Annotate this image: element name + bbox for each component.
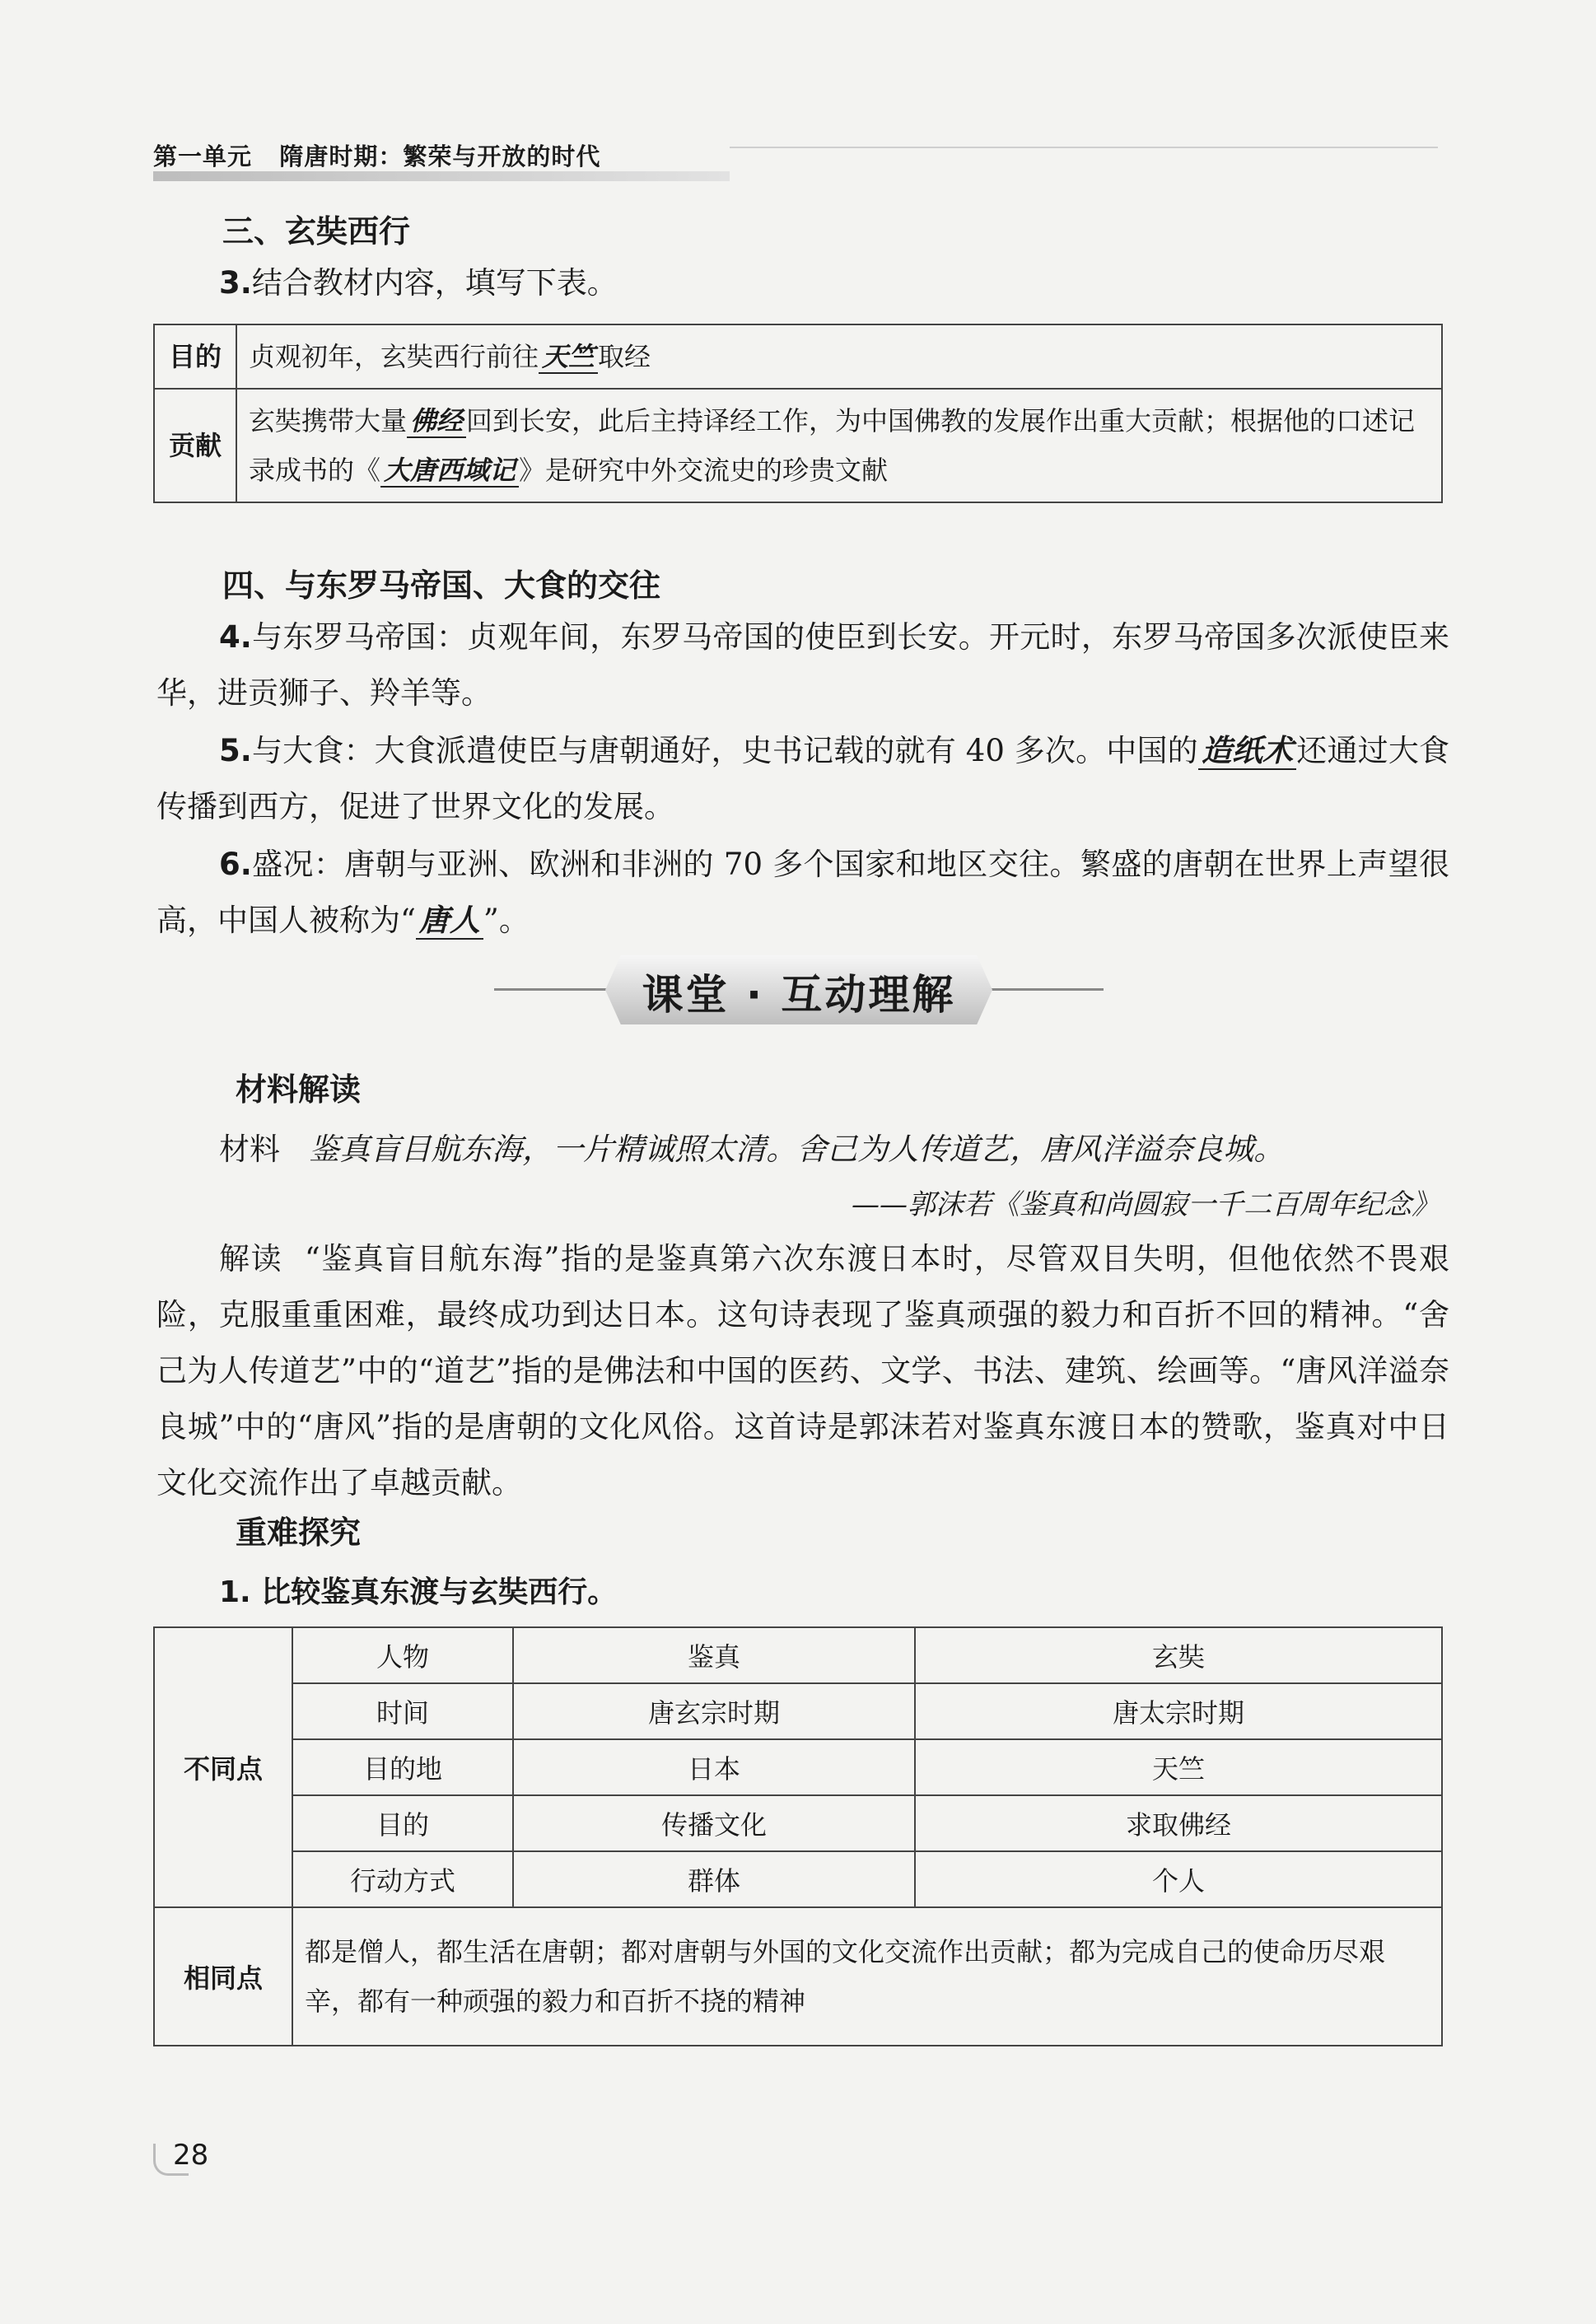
table-row	[154, 1907, 1442, 2046]
interpretation-text: “鉴真盲目航东海”指的是鉴真第六次东渡日本时，尽管双目失明，但他依然不畏艰险，克服重重困难，最终成功到达日本。这句诗表现了鉴真顽强的毅力和百折不回的精神。“舍己为人传道艺”中的“道艺”指的是佛法和中国的医药、文学、书法、建筑、绘画等。“唐风洋溢奈良城”中的“唐风”指的是唐朝的文化风俗。这首诗是郭沫若对鉴真东渡日本的赞歌，鉴真对中日文化交流作出了卓越贡献。	[156, 1241, 1449, 1500]
answer-blank[interactable]: 造纸术	[1198, 733, 1297, 770]
row-label-purpose: 目的	[154, 324, 236, 389]
answer-blank[interactable]: 唐人	[416, 903, 483, 940]
table-row: 时间 唐玄宗时期 唐太宗时期	[154, 1683, 1442, 1739]
banner-line-left	[494, 988, 609, 991]
section-heading-4: 四、与东罗马帝国、大食的交往	[222, 567, 661, 604]
material-quote	[219, 1124, 1284, 1169]
answer-blank[interactable]: 大唐西域记	[380, 455, 519, 488]
same-label: 相同点	[154, 1907, 292, 2046]
question-3	[156, 255, 1449, 311]
question-number: 3.	[219, 265, 252, 301]
header-line	[730, 147, 1438, 148]
explore-question: 1. 比较鉴真东渡与玄奘西行。	[219, 1575, 618, 1609]
comparison-table	[153, 1626, 1443, 2046]
material-heading: 材料解读	[236, 1071, 362, 1108]
diff-label: 不同点	[154, 1627, 292, 1907]
table-row	[154, 389, 1442, 502]
paragraph-5: 5.与大食：大食派遣使臣与唐朝通好，史书记载的就有 40 多次。中国的 造纸术 还通过大食传播到西方，促进了世界文化的发展。	[156, 733, 1450, 824]
material-source: ——郭沫若《鉴真和尚圆寂一千二百周年纪念》	[852, 1188, 1440, 1221]
table-row: 目的地 日本 天竺	[154, 1739, 1442, 1795]
material-label: 材料	[219, 1132, 280, 1167]
page-header	[153, 138, 600, 172]
paragraph-4: 4.与东罗马帝国：贞观年间，东罗马帝国的使臣到长安。开元时，东罗马帝国多次派使臣来华，进贡狮子、羚羊等。	[156, 619, 1449, 711]
interpretation-label: 解读	[219, 1241, 283, 1276]
interpretation	[156, 1231, 1449, 1511]
material-poem: 鉴真盲目航东海，一片精诚照太清。舍己为人传道艺，唐风洋溢奈良城。	[309, 1132, 1285, 1167]
row-label-contribution: 贡献	[154, 389, 236, 502]
answer-blank[interactable]: 天竺	[539, 341, 598, 374]
table-row: 行动方式 群体 个人	[154, 1851, 1442, 1907]
page-number: 28	[173, 2139, 209, 2172]
banner-title: 课堂 · 互动理解	[642, 971, 956, 1019]
banner-line-right	[988, 988, 1104, 991]
table-row: 不同点 人物 鉴真 玄奘	[154, 1627, 1442, 1683]
header-bar	[153, 171, 730, 181]
unit-label: 第一单元	[153, 142, 253, 170]
answer-blank[interactable]: 佛经	[407, 405, 466, 438]
paragraph-6: 6.盛况：唐朝与亚洲、欧洲和非洲的 70 多个国家和地区交往。繁盛的唐朝在世界上声望很高，中国人被称为“ 唐人 ”。	[156, 847, 1449, 938]
table-row	[154, 324, 1442, 389]
section-heading-3: 三、玄奘西行	[222, 213, 411, 250]
row-content-purpose: 贞观初年，玄奘西行前往 天竺 取经	[236, 324, 1442, 389]
unit-title: 隋唐时期：繁荣与开放的时代	[279, 142, 601, 170]
row-content-contribution: 玄奘携带大量 佛经 回到长安，此后主持译经工作，为中国佛教的发展作出重大贡献；根据他的口述记录成书的《 大唐西域记 》是研究中外交流史的珍贵文献	[236, 389, 1442, 502]
question-text: 结合教材内容，填写下表。	[251, 265, 618, 301]
explore-heading: 重难探究	[236, 1514, 362, 1551]
table-row: 目的 传播文化 求取佛经	[154, 1795, 1442, 1851]
xuanzang-table	[153, 324, 1443, 503]
same-text: 都是僧人，都生活在唐朝；都对唐朝与外国的文化交流作出贡献；都为完成自己的使命历尽艰辛，都有一种顽强的毅力和百折不挠的精神	[292, 1907, 1442, 2046]
